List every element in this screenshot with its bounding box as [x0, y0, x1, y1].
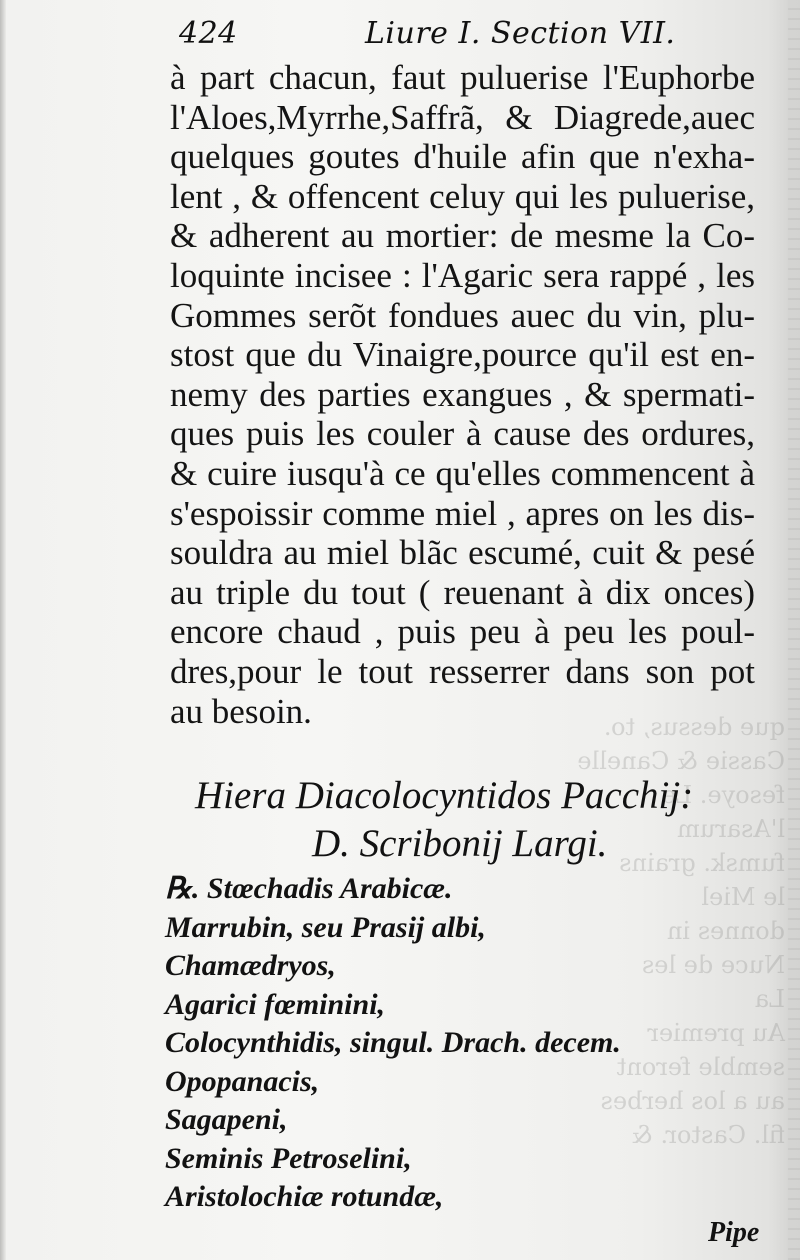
bleed-through-line: Cassie & Canelle — [577, 747, 785, 775]
text-line: à part chacun, faut puluerise l'Euphorbe — [170, 58, 755, 97]
body-paragraph — [170, 58, 770, 731]
text-line: s'espoissir comme miel , apres on les dis- — [170, 493, 755, 533]
ingredient-item: Opopanacis, — [165, 1064, 320, 1098]
bleed-through-line: l'Asarum — [677, 815, 785, 843]
text-line: au besoin. — [170, 691, 312, 731]
page-number: 424 — [179, 16, 238, 51]
recipe-title-line: Hiera Diacolocyntidos Pacchij: — [195, 774, 694, 817]
catchword: Pipe — [708, 1217, 760, 1248]
ingredient-item: Marrubin, seu Prasij albi, — [165, 910, 486, 944]
text-line: souldra au miel blãc escumé, cuit & pesé — [170, 533, 755, 573]
text-line: lent , & offencent celuy qui les puluerise, — [170, 176, 755, 216]
text-line: dres,pour le tout resserrer dans son pot — [170, 651, 755, 691]
ingredient-list — [165, 870, 765, 1217]
ingredient-item: Seminis Petroselini, — [165, 1141, 412, 1175]
bleed-through-line: semble feront — [616, 1053, 785, 1081]
text-line: au triple du tout ( reuenant à dix onces) — [170, 572, 755, 612]
text-line: loquinte incisee : l'Agaric sera rappé , les — [170, 255, 755, 295]
bleed-through-line: Au premier — [647, 1019, 785, 1047]
ingredient-item: Sagapeni, — [165, 1103, 288, 1136]
text-line: Gommes serõt fondues auec du vin, plu- — [170, 295, 755, 335]
text-line: & cuire iusqu'à ce qu'elles commencent à — [170, 453, 755, 493]
text-line: ques puis les couler à cause des ordures, — [170, 414, 755, 454]
bleed-through-line: fumsk. grains — [619, 849, 785, 877]
bleed-through-line: Nuce de les — [641, 951, 785, 979]
text-line: nemy des parties exangues , & spermati- — [170, 374, 755, 414]
bleed-through-line: fesoye. Le — [661, 781, 785, 809]
ingredient-item: Aristolochiæ rotundæ, — [165, 1180, 444, 1213]
text-line: l'Aloes,Myrrhe,Saffrã, & Diagrede,auec — [170, 97, 755, 137]
ingredient-item: ℞. Stœchadis Arabicæ. — [165, 872, 453, 905]
page-fore-edge — [788, 0, 800, 1260]
bleed-through-line: que dessus, to. — [603, 713, 785, 741]
ingredient-item: Agarici fœminini, — [165, 987, 386, 1021]
bleed-through-line: le Miel — [701, 883, 785, 911]
recipe-title-line: D. Scribonij Largi. — [312, 822, 608, 865]
text-line: encore chaud , puis peu à peu les poul- — [170, 612, 755, 652]
bleed-through-line: fil. Castor. & — [631, 1121, 785, 1149]
bleed-through-line: donnes in — [666, 917, 785, 945]
page-gutter-edge — [0, 0, 6, 1260]
text-line: & adherent au mortier: de mesme la Co- — [170, 216, 755, 256]
text-line: quelques goutes d'huile afin que n'exha- — [170, 137, 755, 177]
bleed-through-line: La — [754, 985, 785, 1013]
ingredient-item: Chamædryos, — [165, 949, 336, 982]
ingredient-item: Colocynthidis, singul. Drach. decem. — [165, 1026, 621, 1059]
recipe-title — [195, 772, 775, 868]
running-head: Liure I. Section VII. — [365, 16, 676, 51]
bleed-through-line: au a los herbes — [600, 1087, 785, 1115]
page-header — [165, 14, 755, 54]
text-line: stost que du Vinaigre,pource qu'il est en- — [170, 335, 755, 375]
